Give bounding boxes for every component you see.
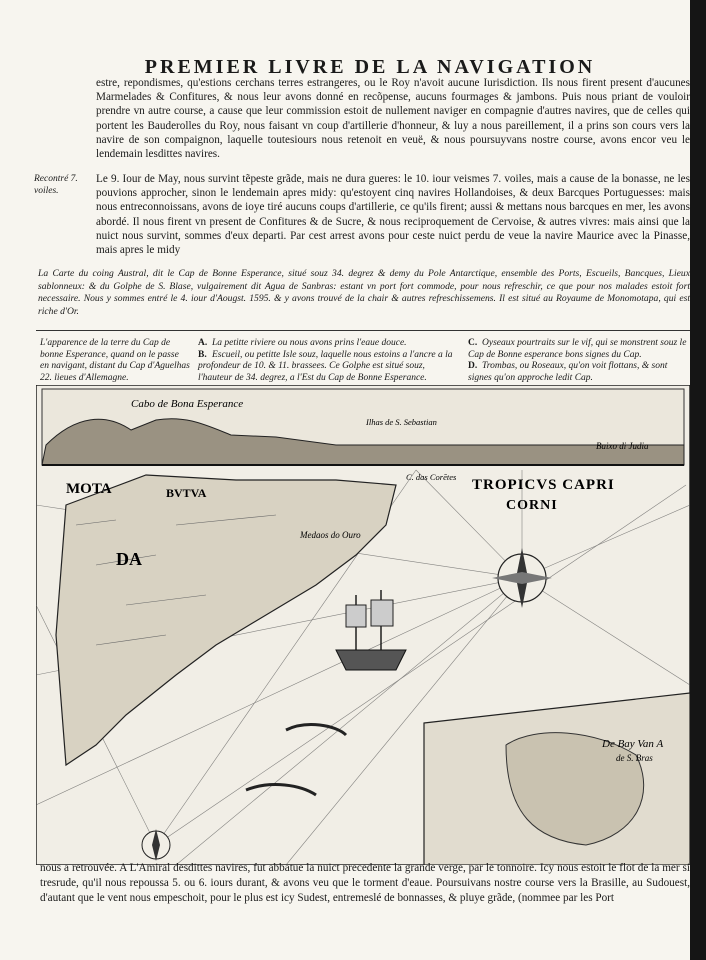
map-label-ilhas: Ilhas de S. Sebastian [366,417,437,427]
map-label-baye: De Bay Van A [602,738,664,750]
page-title: PREMIER LIVRE DE LA NAVIGATION [144,56,596,78]
legend-item-a: A. La petitte riviere ou nous avons prins l'eaue douce. [198,338,407,348]
body-paragraph-1: estre, repondismes, qu'estions cerchans terres estrangeres, ou le Roy n'avoit aucune Iurisdiction. Ils nous firent present d'aucunes Marmelades & Confitures, & nous leur avons donné en recõpense, aucuns fourmages & jambons. Puis nous priant de vouloir prendre vn autre course, a cause que leur commission estoit de nullement naviger en compagnie d'autres navires, que de celles qui portent les Bauderolles du Roy, nous faisant vn coup d'artillerie d'honneur, & luy a nous pareillement, il a prins son cours vers la navire de son compaignon, laquelle toutesiours nous retenoit en veuë, & nous poursuyvans nostre course, avons encor veu le lendemain lesdittes navires. [96,77,690,161]
map-caption: La Carte du coing Austral, dit le Cap de Bonne Esperance, situé souz 34. degrez & demy du Pole Antarctique, ensemble des Ports, Escueils, Bancques, Lieux sablonneux: & du Golphe de S. Blase, vulgairement dit Agua de Sanbras: estant vn port fort commode, pour nous refreschir, ce que pour nos malades estoit fort necessaire. Nous y sommes entré le 4. iour d'Aougst. 1595. & y avons trouvé de la chair & autres refreschissemens. Il est situé au Royaume de Monomotapa, qui est riche d'Or. [38,268,690,317]
map-label-mota: MOTA [66,481,112,497]
legend-middle [198,338,460,385]
legend-item-d: D. Trombas, ou Roseaux, qu'on voit flottans, & sont signes qu'on approche ledit Cap. [468,361,668,384]
map-label-butua: BVTVA [166,486,207,500]
map-label-corni: CORNI [506,498,558,513]
map-label-medaos: Medaos do Ouro [300,530,361,540]
body-paragraph-2: Le 9. Iour de May, nous survint tẽpeste grãde, mais ne dura gueres: le 10. iour veismes 7. voiles, mais a cause de la bonasse, ne les pouvions approcher, sinon le lendemain apres midy: qu'estoyent cinq navires Hollandoises, & deux Barcques Portuguesses: mais nous entreconnoissans, avons de ioye tiré aucuns coups d'artillerie, ce qu'ils firent; aussi & mettans nous barcques en mer, les avons abordé. Il nous firent vn present de Confitures & de Sucre, & nous reciproquement de Cervoise, & autres vivres: mais ainsi que la nuict nous survint, sommes d'eux departi. Par cest arrest avons pour ceste nuict perdu de veue la navire Maurice avec la Pinasse, mais apres le midy [96,173,690,257]
margin-note: Recontré 7. voiles. [34,174,78,196]
legend-right [468,338,690,385]
map-label-tropicus: TROPICVS CAPRI [472,477,615,493]
map-label-baixo: Baixo di Judia [596,441,649,451]
map-label-correntes: C. das Corētes [406,472,457,482]
map-label-bras: de S. Bras [616,753,653,763]
bottom-paragraph: nous a retrouvée. A L'Amiral desdittes navires, fut abbatue la nuict precedente la grande verge, par le tonnoire. Icy nous estoit le flot de la mer si tresrude, qu'il nous repoussa 5. ou 6. iours durant, & avons veu que le torment d'eaue. Poursuivans nostre course vers la Brasille, au Sudouest, d'autant que le vent nous empeschoit, pour le plus est icy Sudest, entremeslé de bonnasses, & pluye grãde, (nommee par les Port [40,862,690,904]
caption-divider [36,330,690,331]
legend-item-b: B. Escueil, ou petitte Isle souz, laquelle nous estoins a l'ancre a la profondeur de 10. & 11. brassees. Ce Golphe est situé souz, l'hauteur de 34. degrez, a l'Est du Cap de Bonne Esperance. [198,349,453,384]
engraved-map [36,385,690,865]
legend-item-c: C. Oyseaux pourtraits sur le vif, qui se monstrent souz le Cap de Bonne esperance bons signes du Cap. [468,338,687,360]
map-label-da: DA [116,549,142,569]
legend-left: L'apparence de la terre du Cap de bonne Esperance, quand on le passe en navigant, distant du Cap d'Aguelhas 22. lieues d'Allemagne. [40,338,190,384]
scan-edge [690,0,706,960]
map-label-cabo: Cabo de Bona Esperance [131,398,244,410]
